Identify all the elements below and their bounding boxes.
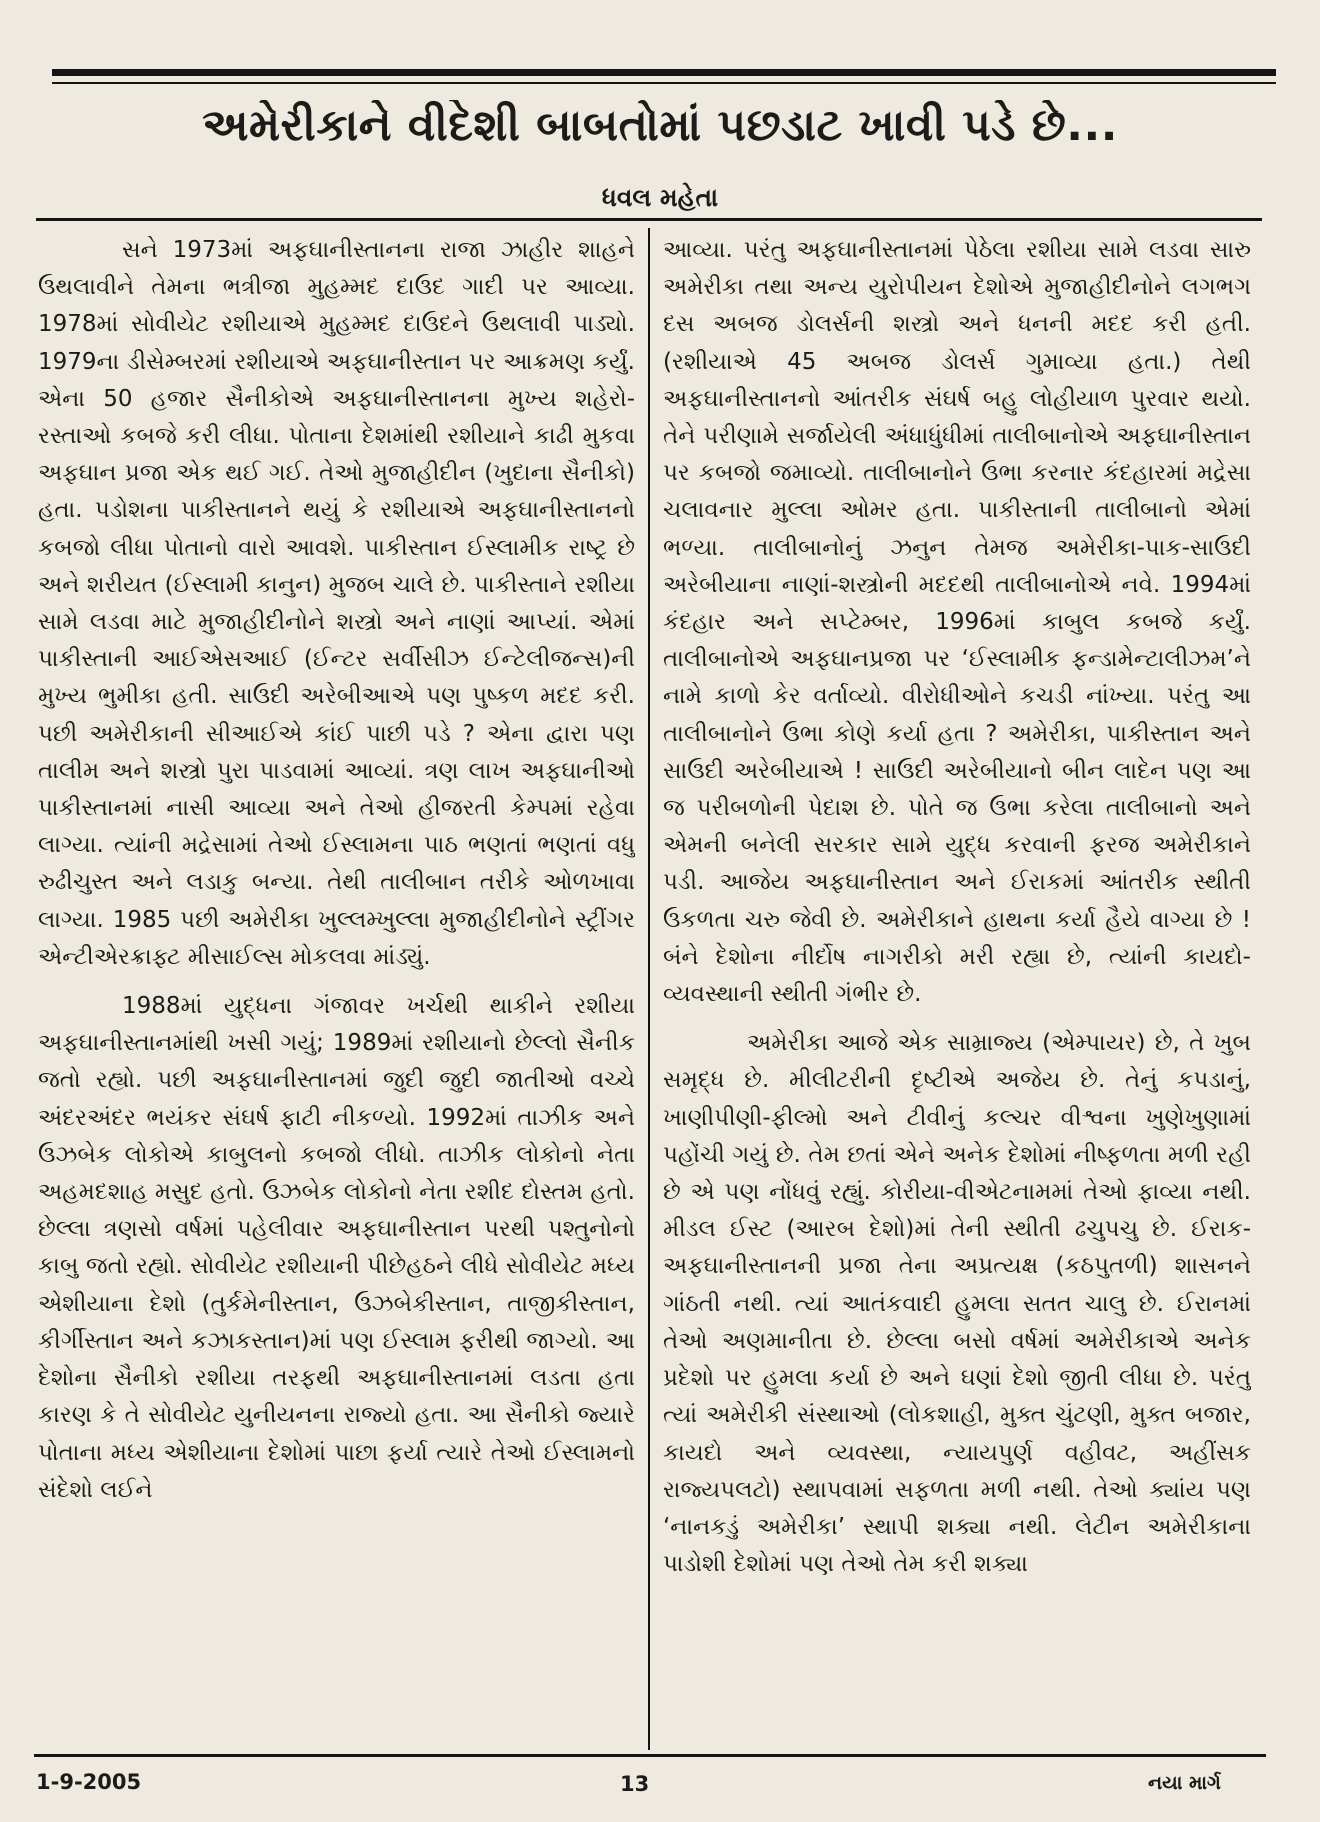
- left-column: [38, 232, 635, 1742]
- right-paragraph-1: આવ્યા. પરંતુ અફઘાનીસ્તાનમાં પેઠેલા રશીયા સામે લડવા સારુ અમેરીકા તથા અન્ય યુરોપીયન દેશોએ મુજાહીદીનોને લગભગ દસ અબજ ડોલર્સની શસ્ત્રો અને ધનની મદદ કરી હતી. (રશીયાએ 45 અબજ ડોલર્સ ગુમાવ્યા હતા.) તેથી અફઘાનીસ્તાનનો આંતરીક સંઘર્ષ બહુ લોહીયાળ પુરવાર થયો. તેને પરીણામે સર્જાયેલી અંધાધુંધીમાં તાલીબાનોએ અફઘાનીસ્તાન પર કબજો જમાવ્યો. તાલીબાનોને ઉભા કરનાર કંદહારમાં મદ્રેસા ચલાવનાર મુલ્લા ઓમર હતા. પાકીસ્તાની તાલીબાનો એમાં ભળ્યા. તાલીબાનોનું ઝનુન તેમજ અમેરીકા-પાક-સાઉદી અરેબીયાના નાણાં-શસ્ત્રોની મદદથી તાલીબાનોએ નવે. 1994માં કંદહાર અને સપ્ટેમ્બર, 1996માં કાબુલ કબજે કર્યું. તાલીબાનોએ અફઘાનપ્રજા પર ‘ઈસ્લામીક ફન્ડામેન્ટાલીઝમ’ને નામે કાળો કેર વર્તાવ્યો. વીરોધીઓને કચડી નાંખ્યા. પરંતુ આ તાલીબાનોને ઉભા કોણે કર્યા હતા ? અમેરીકા, પાકીસ્તાન અને સાઉદી અરેબીયાએ ! સાઉદી અરેબીયાનો બીન લાદેન પણ આ જ પરીબળોની પેદાશ છે. પોતે જ ઉભા કરેલા તાલીબાનો અને એમની બનેલી સરકાર સામે યુદ્ધ કરવાની ફરજ અમેરીકાને પડી. આજેય અફઘાનીસ્તાન અને ઈરાકમાં આંતરીક સ્થીતી ઉકળતા ચરુ જેવી છે. અમેરીકાને હાથના કર્યા હૈયે વાગ્યા છે ! બંને દેશોના નીર્દોષ નાગરીકો મરી રહ્યા છે, ત્યાંની કાયદો-વ્યવસ્થાની સ્થીતી ગંભીર છે.: [663, 237, 1251, 1008]
- article-title: અમેરીકાને વીદેશી બાબતોમાં પછડાટ ખાવી પડે છે...: [202, 100, 1118, 151]
- left-paragraph-2: 1988માં યુદ્ધના ગંજાવર ખર્ચથી થાકીને રશીયા અફઘાનીસ્તાનમાંથી ખસી ગયું; 1989માં રશીયાનો છેલ્લો સૈનીક જતો રહ્યો. પછી અફઘાનીસ્તાનમાં જુદી જુદી જાતીઓ વચ્ચે અંદરઅંદર ભયંકર સંઘર્ષ ફાટી નીકળ્યો. 1992માં તાઝીક અને ઉઝબેક લોકોએ કાબુલનો કબજો લીધો. તાઝીક લોકોનો નેતા અહમદશાહ મસુદ હતો. ઉઝબેક લોકોનો નેતા રશીદ દોસ્તમ હતો. છેલ્લા ત્રણસો વર્ષમાં પહેલીવાર અફઘાનીસ્તાન પરથી પશ્તુનોનો કાબુ જતો રહ્યો. સોવીયેટ રશીયાની પીછેહઠને લીધે સોવીયેટ મધ્ય એશીયાના દેશો (તુર્કમેનીસ્તાન, ઉઝબેકીસ્તાન, તાજીકીસ્તાન, કીર્ગીસ્તાન અને કઝાકસ્તાન)માં પણ ઈસ્લામ ફરીથી જાગ્યો. આ દેશોના સૈનીકો રશીયા તરફથી અફઘાનીસ્તાનમાં લડતા હતા કારણ કે તે સોવીયેટ યુનીયનના રાજ્યો હતા. આ સૈનીકો જ્યારે પોતાના મધ્ય એશીયાના દેશોમાં પાછા ફર્યા ત્યારે તેઓ ઈસ્લામનો સંદેશો લઈને: [38, 993, 635, 1503]
- right-paragraph-2: અમેરીકા આજે એક સામ્રાજ્ય (એમ્પાયર) છે, તે ખુબ સમૃદ્ધ છે. મીલીટરીની દૃષ્ટીએ અજેય છે. તેનું કપડાનું, ખાણીપીણી-ફીલ્મો અને ટીવીનું કલ્ચર વીશ્વના ખુણેખુણામાં પહોંચી ગયું છે. તેમ છતાં એને અનેક દેશોમાં નીષ્ફળતા મળી રહી છે એ પણ નોંધવું રહ્યું. કોરીયા-વીએટનામમાં તેઓ ફાવ્યા નથી. મીડલ ઈસ્ટ (આરબ દેશો)માં તેની સ્થીતી ઢચુપચુ છે. ઈરાક-અફઘાનીસ્તાનની પ્રજા તેના અપ્રત્યક્ષ (કઠપુતળી) શાસનને ગાંઠતી નથી. ત્યાં આતંકવાદી હુમલા સતત ચાલુ છે. ઈરાનમાં તેઓ અણમાનીતા છે. છેલ્લા બસો વર્ષમાં અમેરીકાએ અનેક પ્રદેશો પર હુમલા કર્યા છે અને ઘણાં દેશો જીતી લીધા છે. પરંતુ ત્યાં અમેરીકી સંસ્થાઓ (લોકશાહી, મુક્ત ચુંટણી, મુક્ત બજાર, કાયદો અને વ્યવસ્થા, ન્યાયપુર્ણ વહીવટ, અહીંસક રાજ્યપલટો) સ્થાપવામાં સફળતા મળી નથી. તેઓ ક્યાંય પણ ‘નાનકડું અમેરીકા’ સ્થાપી શક્યા નથી. લેટીન અમેરીકાના પાડોશી દેશોમાં પણ તેઓ તેમ કરી શક્યા: [663, 1030, 1251, 1578]
- article-author: ધવલ મહેતા: [601, 183, 719, 212]
- magazine-name: નયા માર્ગ: [1148, 1772, 1221, 1794]
- footer-date: 1-9-2005: [36, 1770, 142, 1794]
- column-divider: [648, 228, 650, 1750]
- top-rule-thin: [52, 82, 1276, 84]
- top-rule-thick: [52, 69, 1276, 76]
- right-column: [663, 232, 1251, 1742]
- page-number: 13: [620, 1772, 650, 1796]
- header-bottom-rule: [36, 218, 1262, 221]
- left-paragraph-1: સને 1973માં અફઘાનીસ્તાનના રાજા ઝાહીર શાહને ઉથલાવીને તેમના ભત્રીજા મુહમ્મદ દાઉદ ગાદી પર આવ્યા. 1978માં સોવીયેટ રશીયાએ મુહમ્મદ દાઉદને ઉથલાવી પાડ્યો. 1979ના ડીસેમ્બરમાં રશીયાએ અફઘાનીસ્તાન પર આક્રમણ કર્યું. એના 50 હજાર સૈનીકોએ અફઘાનીસ્તાનના મુખ્ય શહેરો-રસ્તાઓ કબજે કરી લીધા. પોતાના દેશમાંથી રશીયાને કાઢી મુકવા અફઘાન પ્રજા એક થઈ ગઈ. તેઓ મુજાહીદીન (ખુદાના સૈનીકો) હતા. પડોશના પાકીસ્તાનને થયું કે રશીયાએ અફઘાનીસ્તાનનો કબજો લીધા પોતાનો વારો આવશે. પાકીસ્તાન ઈસ્લામીક રાષ્ટ્ર છે અને શરીયત (ઈસ્લામી કાનુન) મુજબ ચાલે છે. પાકીસ્તાને રશીયા સામે લડવા માટે મુજાહીદીનોને શસ્ત્રો અને નાણાં આપ્યાં. એમાં પાકીસ્તાની આઈએસઆઈ (ઈન્ટર સર્વીસીઝ ઈન્ટેલીજન્સ)ની મુખ્ય ભુમીકા હતી. સાઉદી અરેબીઆએ પણ પુષ્કળ મદદ કરી. પછી અમેરીકાની સીઆઈએ કાંઈ પાછી પડે ? એના દ્વારા પણ તાલીમ અને શસ્ત્રો પુરા પાડવામાં આવ્યાં. ત્રણ લાખ અફઘાનીઓ પાકીસ્તાનમાં નાસી આવ્યા અને તેઓ હીજરતી કેમ્પમાં રહેવા લાગ્યા. ત્યાંની મદ્રેસામાં તેઓ ઈસ્લામના પાઠ ભણતાં ભણતાં વધુ રુઢીચુસ્ત અને લડાકુ બન્યા. તેથી તાલીબાન તરીકે ઓળખાવા લાગ્યા. 1985 પછી અમેરીકા ખુલ્લમ્ખુલ્લા મુજાહીદીનોને સ્ટ્રીંગર એન્ટીએરક્રાફ્ટ મીસાઈલ્સ મોકલવા માંડ્યું.: [38, 237, 635, 970]
- footer-rule: [34, 1754, 1266, 1757]
